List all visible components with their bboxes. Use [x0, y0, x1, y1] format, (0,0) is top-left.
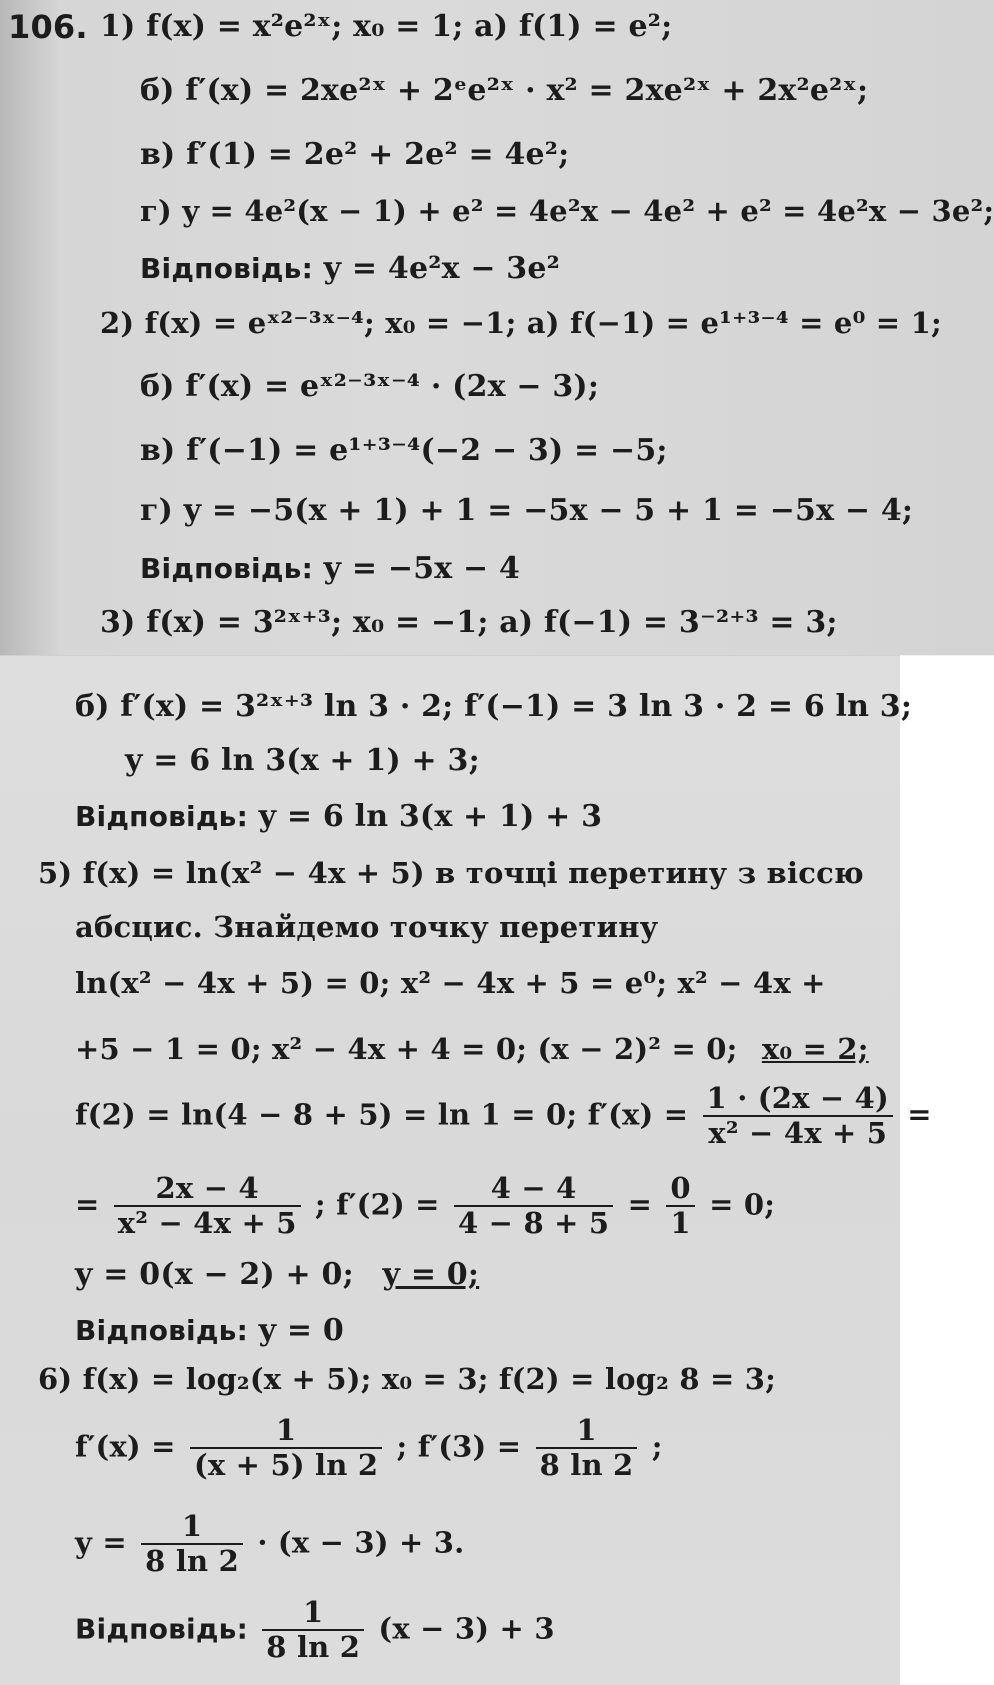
fraction [703, 1082, 893, 1151]
fraction [454, 1172, 613, 1241]
solution-line [75, 1082, 932, 1151]
solution-line: ln(x² − 4x + 5) = 0; x² − 4x + 5 = e⁰; x² − 4x + [75, 966, 826, 1000]
problem-number: 106. [8, 8, 88, 46]
answer-expression: y = 6 ln 3(x + 1) + 3 [258, 799, 603, 834]
fraction-numerator: 0 [666, 1172, 694, 1207]
solution-line: б) f′(x) = 3²ˣ⁺³ ln 3 · 2; f′(−1) = 3 ln 3 · 2 = 6 ln 3; [75, 689, 913, 724]
fraction-denominator: 8 ln 2 [145, 1544, 240, 1579]
answer-label: Відповідь: [75, 1612, 248, 1646]
solution-line: 2) f(x) = eˣ²⁻³ˣ⁻⁴; x₀ = −1; а) f(−1) = e¹⁺³⁻⁴ = e⁰ = 1; [100, 306, 942, 340]
equation-text: y = [75, 1525, 127, 1560]
equation-text: = 0; [709, 1187, 776, 1222]
answer-expression: (x − 3) + 3 [378, 1611, 555, 1646]
fraction-denominator: 4 − 8 + 5 [457, 1206, 610, 1241]
fraction-numerator: 4 − 4 [454, 1172, 613, 1207]
answer-expression: y = −5x − 4 [323, 551, 521, 586]
solution-line: б) f′(x) = 2xe²ˣ + 2ᵉe²ˣ · x² = 2xe²ˣ + 2x²e²ˣ; [140, 73, 869, 108]
fraction-numerator: 1 [536, 1414, 638, 1449]
solution-line: 3) f(x) = 3²ˣ⁺³; x₀ = −1; а) f(−1) = 3⁻²⁺³ = 3; [100, 605, 838, 640]
answer-label: Відповідь: [75, 1314, 248, 1347]
equation-text: f′(x) = [75, 1429, 176, 1464]
solution-line [75, 1510, 464, 1579]
fraction-numerator: 1 [190, 1414, 382, 1449]
solution-line: в) f′(1) = 2e² + 2e² = 4e²; [140, 137, 570, 172]
solution-line: г) y = −5(x + 1) + 1 = −5x − 5 + 1 = −5x − 4; [140, 493, 914, 528]
fraction-denominator: 8 ln 2 [266, 1630, 361, 1665]
equation-text: ; [651, 1429, 663, 1464]
fraction [141, 1510, 243, 1579]
answer-label: Відповідь: [140, 252, 313, 285]
solution-line: б) f′(x) = eˣ²⁻³ˣ⁻⁴ · (2x − 3); [140, 369, 600, 404]
solution-line: г) y = 4e²(x − 1) + e² = 4e²x − 4e² + e² = 4e²x − 3e²; [140, 194, 994, 228]
answer-line [140, 252, 560, 285]
underlined-result: x₀ = 2; [761, 1032, 869, 1066]
answer-line [75, 1596, 555, 1665]
equation-text: y = 0(x − 2) + 0; [75, 1257, 354, 1292]
solution-line: y = 6 ln 3(x + 1) + 3; [125, 743, 480, 778]
fraction-denominator: x² − 4x + 5 [117, 1206, 297, 1241]
solution-line: в) f′(−1) = e¹⁺³⁻⁴(−2 − 3) = −5; [140, 433, 668, 468]
fraction [114, 1172, 301, 1241]
solution-line: абсцис. Знайдемо точку перетину [75, 910, 659, 944]
answer-label: Відповідь: [140, 552, 313, 585]
fraction-denominator: x² − 4x + 5 [708, 1116, 888, 1151]
underlined-result: y = 0; [382, 1257, 480, 1292]
solution-line: 1) f(x) = x²e²ˣ; x₀ = 1; а) f(1) = e²; [100, 9, 673, 44]
page-margin [900, 655, 994, 1685]
page-divider [0, 655, 994, 656]
solution-line: 6) f(x) = log₂(x + 5); x₀ = 3; f(2) = log₂ 8 = 3; [38, 1362, 777, 1396]
fraction [536, 1414, 638, 1483]
solution-line [75, 1034, 869, 1066]
equation-text: = [75, 1187, 100, 1222]
equation-text: ; f′(2) = [314, 1187, 440, 1222]
equation-text: = [627, 1187, 653, 1222]
fraction-numerator: 1 · (2x − 4) [703, 1082, 893, 1117]
fraction [262, 1596, 364, 1665]
answer-expression: y = 4e²x − 3e² [323, 251, 560, 286]
answer-line [75, 800, 602, 833]
equation-text: = [907, 1097, 932, 1132]
fraction [666, 1172, 694, 1241]
equation-text: f(2) = ln(4 − 8 + 5) = ln 1 = 0; f′(x) = [75, 1097, 689, 1132]
solution-line [75, 1258, 479, 1291]
fraction-denominator: 1 [670, 1206, 691, 1241]
answer-line [140, 552, 520, 585]
solution-line: 5) f(x) = ln(x² − 4x + 5) в точці перетину з віссю [38, 856, 864, 890]
fraction-numerator: 2x − 4 [114, 1172, 301, 1207]
solution-line [75, 1172, 775, 1241]
answer-expression: y = 0 [258, 1313, 344, 1348]
fraction [190, 1414, 382, 1483]
fraction-numerator: 1 [141, 1510, 243, 1545]
equation-text: +5 − 1 = 0; x² − 4x + 4 = 0; (x − 2)² = 0; [75, 1032, 738, 1066]
equation-text: · (x − 3) + 3. [257, 1525, 465, 1560]
fraction-numerator: 1 [262, 1596, 364, 1631]
solution-line [75, 1414, 663, 1483]
fraction-denominator: 8 ln 2 [539, 1448, 634, 1483]
fraction-denominator: (x + 5) ln 2 [193, 1448, 379, 1483]
answer-line [75, 1314, 344, 1347]
equation-text: ; f′(3) = [396, 1429, 522, 1464]
answer-label: Відповідь: [75, 800, 248, 833]
